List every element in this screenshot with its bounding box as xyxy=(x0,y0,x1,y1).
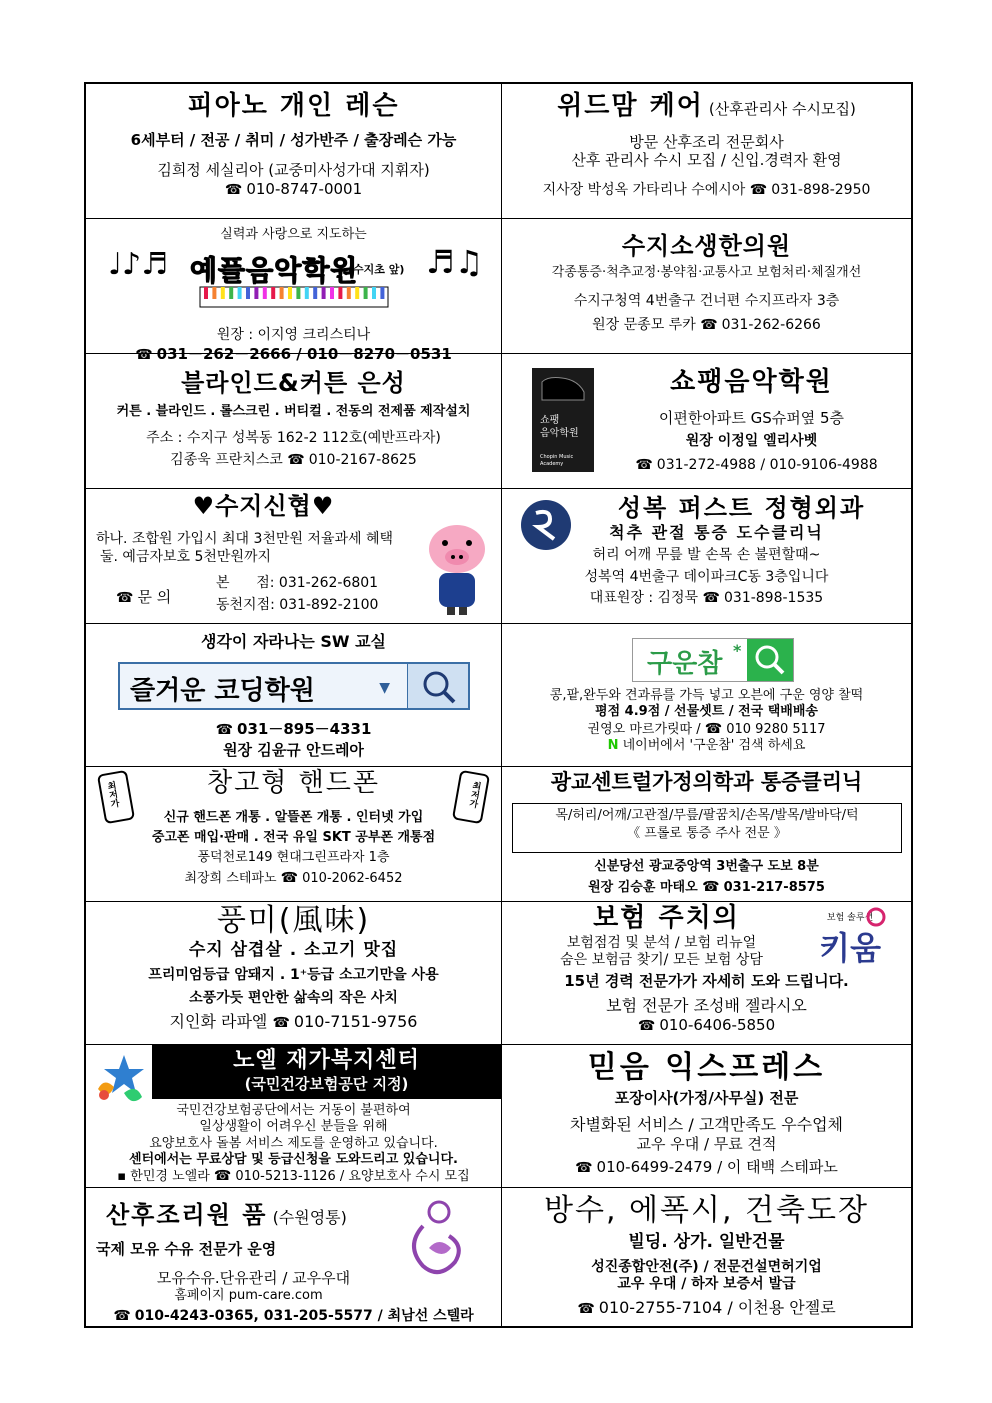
ad-title: 광교센트럴가정의학과 통증클리닉 xyxy=(550,770,863,794)
ad-line: 수지구청역 4번출구 건너편 수지프라자 3층 xyxy=(573,293,840,310)
phone-icon: ☎ xyxy=(700,316,718,333)
ad-line: 중고폰 매입·판매 . 전국 유일 SKT 공부폰 개통점 xyxy=(151,829,436,845)
ad-line: 콩,팥,완두와 견과류를 가득 넣고 오븐에 구운 영양 찰떡 xyxy=(549,688,864,703)
ad-title: 산후조리원 품 xyxy=(106,1201,268,1229)
piano-key xyxy=(338,287,342,299)
phone-number: 031-272-4988 / 010-9106-4988 xyxy=(656,456,878,473)
ad-line: 신분당선 광교중앙역 3번출구 도보 8분 xyxy=(594,859,819,874)
ad-postpartum-pum xyxy=(86,1188,502,1326)
phone-icon: ☎ xyxy=(577,1300,595,1317)
ad-orthopedics xyxy=(502,489,911,624)
piano-key xyxy=(296,287,300,299)
contact-name: 대표원장 : 김정묵 xyxy=(589,590,699,606)
ad-line: 교우 우대 / 무료 견적 xyxy=(636,1135,777,1154)
ad-line: 국제 모유 수유 전문가 운영 xyxy=(96,1240,277,1258)
ad-title: 믿음 익스프레스 xyxy=(587,1050,826,1085)
ad-line: 주소 : 수지구 성복동 162-2 112호(예반프라자) xyxy=(146,430,441,447)
chopin-logo xyxy=(532,368,594,472)
kiwoom-logo: 보험 솔루션 키움 xyxy=(819,910,881,969)
contact-line xyxy=(502,879,911,897)
ad-tagline: 실력과 사랑으로 지도하는 xyxy=(220,227,367,242)
ad-gwanggyo-clinic xyxy=(502,767,911,902)
ad-line: 《 프롤로 통증 주사 전문 》 xyxy=(627,826,787,842)
ad-blind-curtain xyxy=(86,354,502,489)
ad-title: 위드맘 케어 xyxy=(557,91,704,121)
ad-line: 수지 삼겹살 . 소고기 맛집 xyxy=(188,939,399,960)
ad-title: 블라인드&커튼 은성 xyxy=(181,369,406,397)
ad-line: 평점 4.9점 / 선물셋트 / 전국 택배배송 xyxy=(595,704,818,720)
phone-icon: ☎ xyxy=(113,1307,131,1324)
piano-key xyxy=(347,287,351,299)
logo-text: 구운참 xyxy=(647,649,723,679)
ad-insurance-doctor xyxy=(502,902,911,1045)
ad-title: 수지소생한의원 xyxy=(621,232,792,260)
ad-title: 예플음악학원 xyxy=(190,254,359,288)
phone-icon: ☎ xyxy=(280,870,299,887)
phone-icon: ☎ xyxy=(215,722,234,738)
ad-music-academy xyxy=(86,219,502,363)
naver-line: N 네이버에서 '구운참' 검색 하세요 xyxy=(607,738,806,753)
ad-title: 창고형 핸드폰 xyxy=(207,768,380,798)
ad-title: 쇼팽음악학원 xyxy=(670,367,833,397)
ad-line: 둘. 예금자보호 5천만원까지 xyxy=(100,548,272,565)
contact-name: 지인화 라파엘 xyxy=(169,1011,268,1031)
ad-line: 커튼 . 블라인드 . 롤스크린 . 버티컬 . 전동의 전제품 제작설치 xyxy=(116,404,471,419)
ad-line: 성복역 4번출구 데이파크C동 3층입니다 xyxy=(584,568,829,585)
search-icon xyxy=(407,664,468,708)
lowest-price-badge: 최저가 xyxy=(466,780,482,809)
ad-line: 성진종합안전(주) / 전문건설면허기업 xyxy=(591,1258,822,1275)
ad-grid xyxy=(84,82,913,1328)
phone-line xyxy=(86,180,501,200)
contact-line xyxy=(502,182,911,200)
ad-line: 이편한아파트 GS슈퍼옆 5층 xyxy=(658,408,845,427)
contact-line: 권영오 마르가릿따 / ☎ 010 9280 5117 xyxy=(587,720,826,737)
phone-icon: ☎ xyxy=(213,1168,232,1184)
phone-line xyxy=(502,1016,911,1036)
phone-number: 010-6406-5850 xyxy=(659,1016,776,1035)
piano-key xyxy=(263,287,267,299)
ad-line: 목/허리/어깨/고관절/무릎/팔꿈치/손목/발목/발바닥/턱 xyxy=(555,808,859,823)
noel-logo-icon xyxy=(94,1053,148,1107)
contact-name: 김종욱 프란치스코 xyxy=(170,451,283,468)
phone-number: 010-4243-0365, 031-205-5577 / 최남선 스텔라 xyxy=(134,1307,474,1324)
search-bar-graphic xyxy=(118,662,470,710)
ad-oriental-clinic xyxy=(502,219,911,354)
ad-subtitle: (산후관리사 수시모집) xyxy=(708,100,856,118)
lowest-price-badge: 최저가 xyxy=(104,780,120,809)
piano-key xyxy=(330,287,334,299)
ad-line: 6세부터 / 전공 / 취미 / 성가반주 / 출장레슨 가능 xyxy=(130,130,457,149)
ad-line: 소풍가듯 편안한 삶속의 작은 사치 xyxy=(189,990,398,1007)
piano-key xyxy=(204,287,208,299)
phone-line xyxy=(502,1298,911,1319)
ad-line: 신규 핸드폰 개통 . 알뜰폰 개통 . 인터넷 가입 xyxy=(163,809,424,825)
ad-subtitle: (국민건강보험공단 지정) xyxy=(244,1074,409,1093)
contact-line xyxy=(86,452,501,470)
ad-warehouse-phone xyxy=(86,767,502,902)
ad-line: 방문 산후조리 전문회사 xyxy=(629,132,784,151)
chevron-down-icon: ▼ xyxy=(379,680,390,696)
phone-number: 031-898-1535 xyxy=(724,590,824,606)
inquiry-label: ☎ 문 의 xyxy=(116,588,172,606)
ad-line: 하나. 조합원 가입시 최대 3천만원 저율과세 혜택 xyxy=(96,531,394,547)
ad-line: 원장 : 이지영 크리스티나 xyxy=(216,327,371,344)
piano-key xyxy=(372,287,376,299)
contact-line xyxy=(86,870,501,888)
search-text: 즐거운 코딩학원 xyxy=(130,676,315,706)
phone-number: 031－262－2666 / 010－8270－0531 xyxy=(156,344,452,363)
ad-title: 방수, 에폭시, 건축도장 xyxy=(544,1193,869,1228)
ad-mideum-express xyxy=(502,1045,911,1188)
phone-number: 010-8747-0001 xyxy=(246,180,363,198)
ad-piano-lesson xyxy=(86,84,502,219)
ad-line: 모유수유.단유관리 / 교우우대 xyxy=(156,1268,351,1287)
ad-subtitle: (수원영통) xyxy=(272,1208,347,1227)
naver-icon: N xyxy=(607,738,619,753)
phone-icon: ☎ xyxy=(135,346,153,363)
ad-line: 척추 관절 통증 도수클리닉 xyxy=(609,523,824,542)
ad-coding-academy xyxy=(86,624,502,767)
phone-number: 010-5213-1126 / 요양보호사 수시 모집 xyxy=(235,1169,470,1184)
ad-suji-credit-union xyxy=(86,489,502,624)
ad-line: 차별화된 서비스 / 고객만족도 우수업체 xyxy=(569,1115,844,1135)
phone-number: 031-217-8575 xyxy=(723,880,825,895)
ad-line: 교우 우대 / 하자 보증서 발급 xyxy=(617,1276,796,1293)
ad-waterproofing xyxy=(502,1188,911,1326)
ad-line: 국민건강보험공단에서는 거동이 불편하여 xyxy=(176,1103,411,1118)
phone-line xyxy=(86,720,501,740)
phone-icon: ☎ xyxy=(637,1018,656,1035)
piano-key xyxy=(246,287,250,299)
phone-number: 031-898-2950 xyxy=(771,182,871,198)
piano-key xyxy=(305,287,309,299)
ad-line: 김희정 세실리아 (교중미사성가대 지휘자) xyxy=(157,161,430,180)
ad-subtitle: (수지초 앞) xyxy=(348,263,405,277)
ad-line: 빌딩. 상가. 일반건물 xyxy=(628,1231,785,1252)
contact-name: ▪ 한민경 노엘라 xyxy=(117,1169,210,1184)
phone-number: 031－895－4331 xyxy=(237,720,372,738)
ad-chopin-academy xyxy=(502,354,911,489)
piano-keys-icon xyxy=(200,287,388,307)
piano-key xyxy=(271,287,275,299)
music-notes-icon: ♩♪♬ xyxy=(108,247,169,283)
phone-icon: ☎ xyxy=(116,590,134,606)
ad-title: 피아노 개인 레슨 xyxy=(187,91,400,121)
ad-tagline: 생각이 자라나는 SW 교실 xyxy=(201,632,386,651)
ad-noel-care-center xyxy=(86,1045,502,1188)
piano-key xyxy=(364,287,368,299)
phone-number: 010-2755-7104 / 이천용 안젤로 xyxy=(598,1297,836,1317)
phone-number: 010-2167-8625 xyxy=(308,451,417,468)
ad-line: 요양보호사 돌봄 서비스 제도를 운영하고 있습니다. xyxy=(149,1135,438,1151)
phone-icon: ☎ xyxy=(749,182,768,198)
piano-key xyxy=(355,287,359,299)
ad-line: 허리 어깨 무릎 발 손목 손 불편할때~ xyxy=(592,547,821,563)
phone-number: 010-7151-9756 xyxy=(293,1011,418,1031)
phone-icon: ☎ xyxy=(224,182,243,198)
ad-line: 원장 이정일 엘리사벳 xyxy=(685,433,818,450)
contact-name: 최장희 스테파노 xyxy=(184,871,277,887)
ad-line: 프리미엄등급 암돼지 . 1⁺등급 소고기만을 사용 xyxy=(148,966,439,983)
phone-line xyxy=(86,1308,501,1326)
contact-name: 지사장 박성옥 가타리나 수에시아 xyxy=(542,182,746,198)
ad-title: 풍미(風味) xyxy=(216,903,371,938)
contact-name: 원장 문종모 루카 xyxy=(592,316,696,333)
phone-number: 010-6499-2479 / 이 태백 스테파노 xyxy=(596,1158,838,1176)
piano-key xyxy=(212,287,216,299)
piano-key xyxy=(380,287,384,299)
ad-line: 홈페이지 pum-care.com xyxy=(174,1287,323,1303)
phone-icon: ☎ xyxy=(702,879,720,895)
ad-line: 풍덕천로149 현대그린프라자 1층 xyxy=(197,850,390,865)
grand-piano-icon xyxy=(538,374,588,404)
treatment-box xyxy=(512,803,902,853)
ad-withmom-care xyxy=(502,84,911,219)
ad-guwoncham xyxy=(502,624,911,767)
ad-line: 15년 경력 전문가가 자세히 도와 드립니다. xyxy=(564,971,849,990)
guwoncham-logo: 구운참 * xyxy=(632,638,794,682)
chopin-logo-text: 쇼팽 음악학원 Chopin Music Academy xyxy=(540,415,579,467)
ad-title: 성복 퍼스트 정형외과 xyxy=(617,494,866,522)
contact-name: 원장 김승훈 마태오 xyxy=(588,880,698,895)
ad-line: 산후 관리사 수시 모집 / 신입.경력자 환영 xyxy=(571,151,842,170)
piano-key xyxy=(322,287,326,299)
music-notes-icon: ♬♫ xyxy=(426,243,484,282)
phone-icon: ☎ xyxy=(635,456,653,473)
contact-line xyxy=(86,1012,501,1033)
contact-name: 원장 김윤규 안드레아 xyxy=(223,741,364,759)
ad-line: 포장이사(가정/사무실) 전문 xyxy=(614,1088,799,1107)
ad-line: 각종통증·척추교정·봉약침·교통사고 보험처리·체질개선 xyxy=(551,265,862,280)
phone-icon: ☎ xyxy=(272,1014,290,1031)
ad-line: 일상생활이 어려우신 분들을 위해 xyxy=(199,1119,388,1135)
contact-line xyxy=(502,590,911,608)
contact-line xyxy=(502,317,911,335)
branch-main-phone: 본 점: 031-262-6801 xyxy=(216,575,379,591)
piano-key xyxy=(288,287,292,299)
phone-number: 010 9280 5117 xyxy=(726,721,826,737)
phone-icon: ☎ xyxy=(575,1160,593,1176)
logo-ring-icon xyxy=(865,906,887,928)
phone-icon: ☎ xyxy=(287,451,305,468)
ad-pungmi-restaurant xyxy=(86,902,502,1045)
phone-icon: ☎ xyxy=(704,720,723,737)
contact-line xyxy=(86,1168,501,1186)
noel-header xyxy=(152,1045,501,1099)
phone-icon: ☎ xyxy=(702,590,720,606)
ad-line: 보험점검 및 분석 / 보험 리뉴얼 xyxy=(566,934,757,951)
ad-title: ♥수지신협♥ xyxy=(192,492,335,520)
branch-dongcheon-phone: 동천지점: 031-892-2100 xyxy=(216,597,379,613)
piano-key xyxy=(238,287,242,299)
ad-line: 숨은 보험금 찾기/ 모든 보험 상담 xyxy=(560,952,763,968)
ad-title: 보험 주치의 xyxy=(593,903,740,933)
clinic-logo-icon xyxy=(520,499,572,551)
phone-line xyxy=(502,1158,911,1178)
piano-key xyxy=(229,287,233,299)
piano-key xyxy=(280,287,284,299)
contact-name: 권영오 마르가릿따 xyxy=(587,721,693,737)
search-icon xyxy=(747,639,793,681)
ad-line: 보험 전문가 조성배 젤라시오 xyxy=(606,996,807,1016)
ad-line: 센터에서는 무료상담 및 등급신청을 도와드리고 있습니다. xyxy=(129,1151,458,1167)
ad-title: 노엘 재가복지센터 xyxy=(233,1048,420,1073)
pig-mascot-icon xyxy=(423,519,491,615)
phone-number: 031-262-6266 xyxy=(721,316,821,333)
phone-number: 010-2062-6452 xyxy=(302,871,403,887)
piano-key xyxy=(313,287,317,299)
mother-child-logo-icon xyxy=(399,1196,471,1282)
piano-key xyxy=(221,287,225,299)
piano-key xyxy=(254,287,258,299)
